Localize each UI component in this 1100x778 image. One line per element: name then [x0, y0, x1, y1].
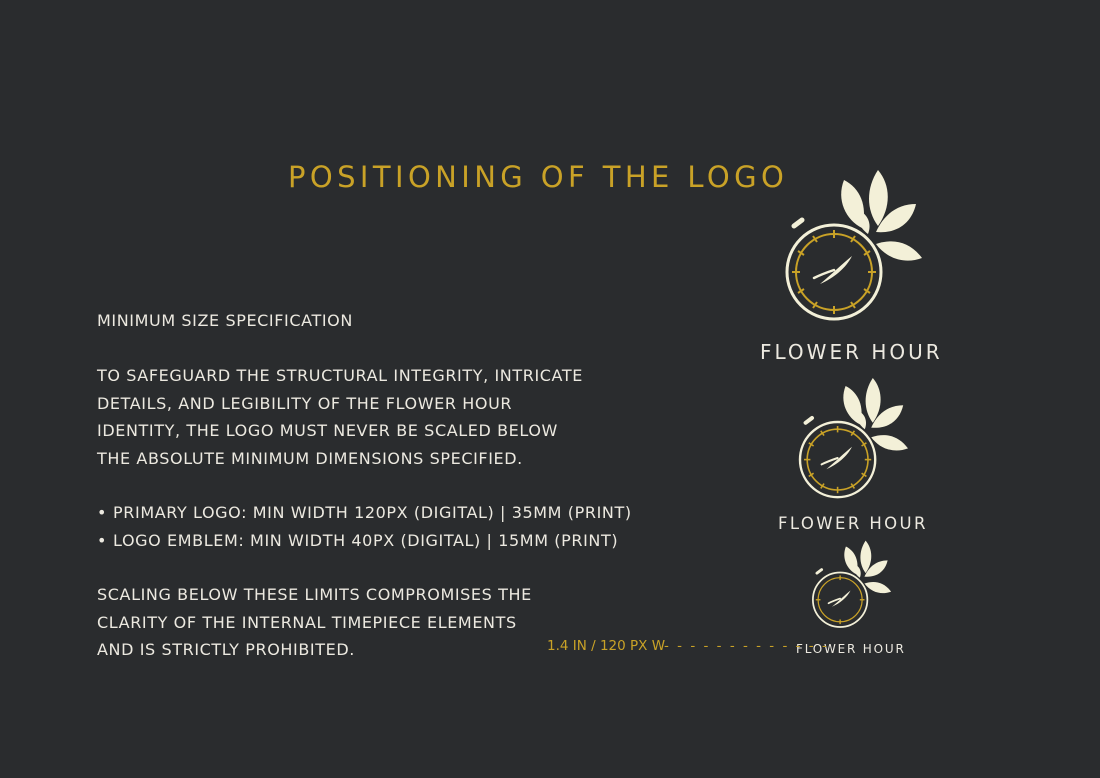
bullet-text: PRIMARY LOGO: MIN WIDTH 120PX (DIGITAL) | 35MM (PRINT) [113, 503, 632, 522]
measurement-label: 1.4 IN / 120 PX W [547, 638, 666, 654]
flower-clock-icon [810, 540, 894, 634]
flower-clock-icon [782, 170, 927, 330]
spec-heading [97, 307, 353, 335]
bullet-list [97, 499, 632, 554]
logo-emblem-large [782, 170, 927, 330]
wordmark-medium: FLOWER HOUR [778, 514, 928, 533]
intro-paragraph [97, 362, 583, 472]
bullet-text: LOGO EMBLEM: MIN WIDTH 40PX (DIGITAL) | 15MM (PRINT) [113, 530, 619, 550]
spec-heading-text: MINIMUM SIZE SPECIFICATION [97, 311, 353, 330]
bullet-item-primary [97, 499, 632, 527]
wordmark-small: FLOWER HOUR [796, 642, 906, 656]
paragraph-line: IDENTITY, THE LOGO MUST NEVER BE SCALED BELOW [97, 421, 558, 440]
paragraph-line: AND IS STRICTLY PROHIBITED. [97, 640, 355, 659]
measurement-dash: - - - - - - - - - - - - - [664, 638, 829, 654]
bullet-icon: • [97, 503, 108, 522]
paragraph-line: DETAILS, AND LEGIBILITY OF THE FLOWER HOUR [97, 393, 513, 413]
logo-emblem-medium [796, 378, 912, 506]
bullet-item-emblem [97, 527, 632, 555]
warning-paragraph [97, 581, 532, 664]
flower-clock-icon [796, 378, 912, 506]
paragraph-line: CLARITY OF THE INTERNAL TIMEPIECE ELEMENTS [97, 612, 517, 632]
paragraph-line: TO SAFEGUARD THE STRUCTURAL INTEGRITY, INTRICATE [97, 366, 583, 385]
page-title: POSITIONING OF THE LOGO [288, 160, 789, 194]
logo-emblem-small [810, 540, 894, 634]
paragraph-line: SCALING BELOW THESE LIMITS COMPROMISES THE [97, 585, 532, 604]
wordmark-large: FLOWER HOUR [760, 340, 943, 364]
bullet-icon: • [97, 530, 108, 550]
paragraph-line: THE ABSOLUTE MINIMUM DIMENSIONS SPECIFIED. [97, 448, 523, 468]
